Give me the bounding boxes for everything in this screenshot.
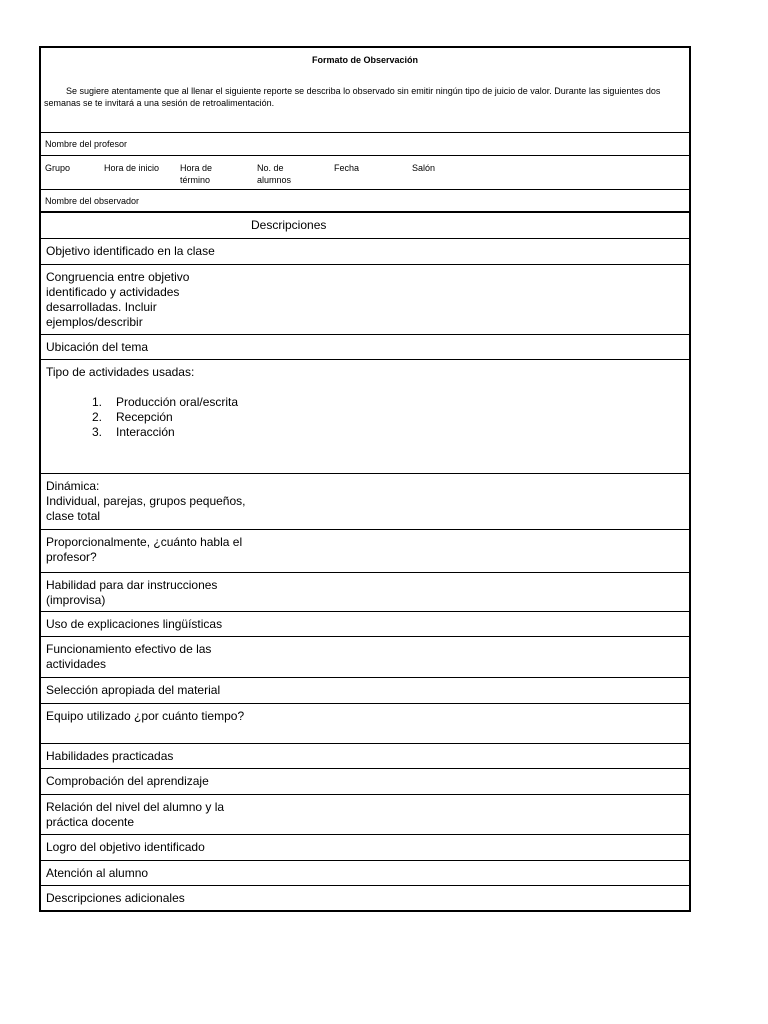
item-row[interactable] <box>41 573 689 612</box>
item-label: Objetivo identificado en la clase <box>46 244 215 258</box>
list-item: 3. Interacción <box>92 425 175 439</box>
descriptions-header-label: Descripciones <box>251 218 327 232</box>
item-label: Equipo utilizado ¿por cuánto tiempo? <box>46 709 245 723</box>
item-label: Relación del nivel del alumno y la práctica docente <box>46 800 225 829</box>
item-row[interactable] <box>41 886 689 912</box>
item-row[interactable] <box>41 335 689 360</box>
item-row[interactable] <box>41 360 689 474</box>
teacher-name-label: Nombre del profesor <box>45 139 128 149</box>
item-row[interactable] <box>41 795 689 835</box>
item-row[interactable] <box>41 744 689 769</box>
group-field[interactable]: Grupo <box>45 163 71 173</box>
item-row[interactable] <box>41 637 689 678</box>
item-label: Habilidad para dar instrucciones (improvisa) <box>46 578 218 607</box>
start-time-field[interactable]: Hora de inicio <box>104 163 160 173</box>
observer-name-row[interactable] <box>41 190 689 213</box>
item-label: Congruencia entre objetivo identificado y actividades desarrolladas. Incluir ejemplos/describir <box>46 270 190 329</box>
item-label: Funcionamiento efectivo de las actividades <box>46 642 212 671</box>
student-count-field[interactable]: No. de alumnos <box>257 163 292 185</box>
form-header <box>41 48 689 133</box>
item-row[interactable] <box>41 265 689 335</box>
item-label: Descripciones adicionales <box>46 891 185 905</box>
item-label: Proporcionalmente, ¿cuánto habla el profesor? <box>46 535 243 564</box>
item-row[interactable] <box>41 835 689 861</box>
form-title: Formato de Observación <box>311 55 419 65</box>
end-time-field[interactable]: Hora de término <box>180 163 213 185</box>
observer-name-label: Nombre del observador <box>45 196 140 206</box>
item-label: Atención al alumno <box>46 866 149 880</box>
date-field[interactable]: Fecha <box>334 163 360 173</box>
item-label: Logro del objetivo identificado <box>46 840 205 854</box>
item-label: Tipo de actividades usadas: <box>46 365 195 379</box>
item-row[interactable] <box>41 239 689 265</box>
form-intro: Se sugiere atentamente que al llenar el siguiente reporte se describa lo observado sin emitir ningún tipo de juicio de valor. Durante las siguientes dos semanas se te invitará a una sesión de retroalimentación. <box>44 86 661 108</box>
item-row[interactable] <box>41 474 689 530</box>
item-row[interactable] <box>41 769 689 795</box>
list-item: 2. Recepción <box>92 410 173 424</box>
list-item: 1. Producción oral/escrita <box>92 395 239 409</box>
activity-type-list <box>46 395 685 440</box>
descriptions-header <box>41 213 689 239</box>
item-label: Ubicación del tema <box>46 340 149 354</box>
item-row[interactable] <box>41 861 689 886</box>
observation-form <box>39 46 691 912</box>
teacher-name-row[interactable] <box>41 133 689 156</box>
item-label: Selección apropiada del material <box>46 683 221 697</box>
item-label: Comprobación del aprendizaje <box>46 774 209 788</box>
item-label: Habilidades practicadas <box>46 749 174 763</box>
item-row[interactable] <box>41 612 689 637</box>
item-label: Dinámica: Individual, parejas, grupos pequeños, clase total <box>46 479 246 523</box>
room-field[interactable]: Salón <box>412 163 436 173</box>
item-row[interactable] <box>41 678 689 704</box>
item-row[interactable] <box>41 704 689 744</box>
item-row[interactable] <box>41 530 689 573</box>
item-label: Uso de explicaciones lingüísticas <box>46 617 223 631</box>
class-details-row <box>41 156 689 190</box>
